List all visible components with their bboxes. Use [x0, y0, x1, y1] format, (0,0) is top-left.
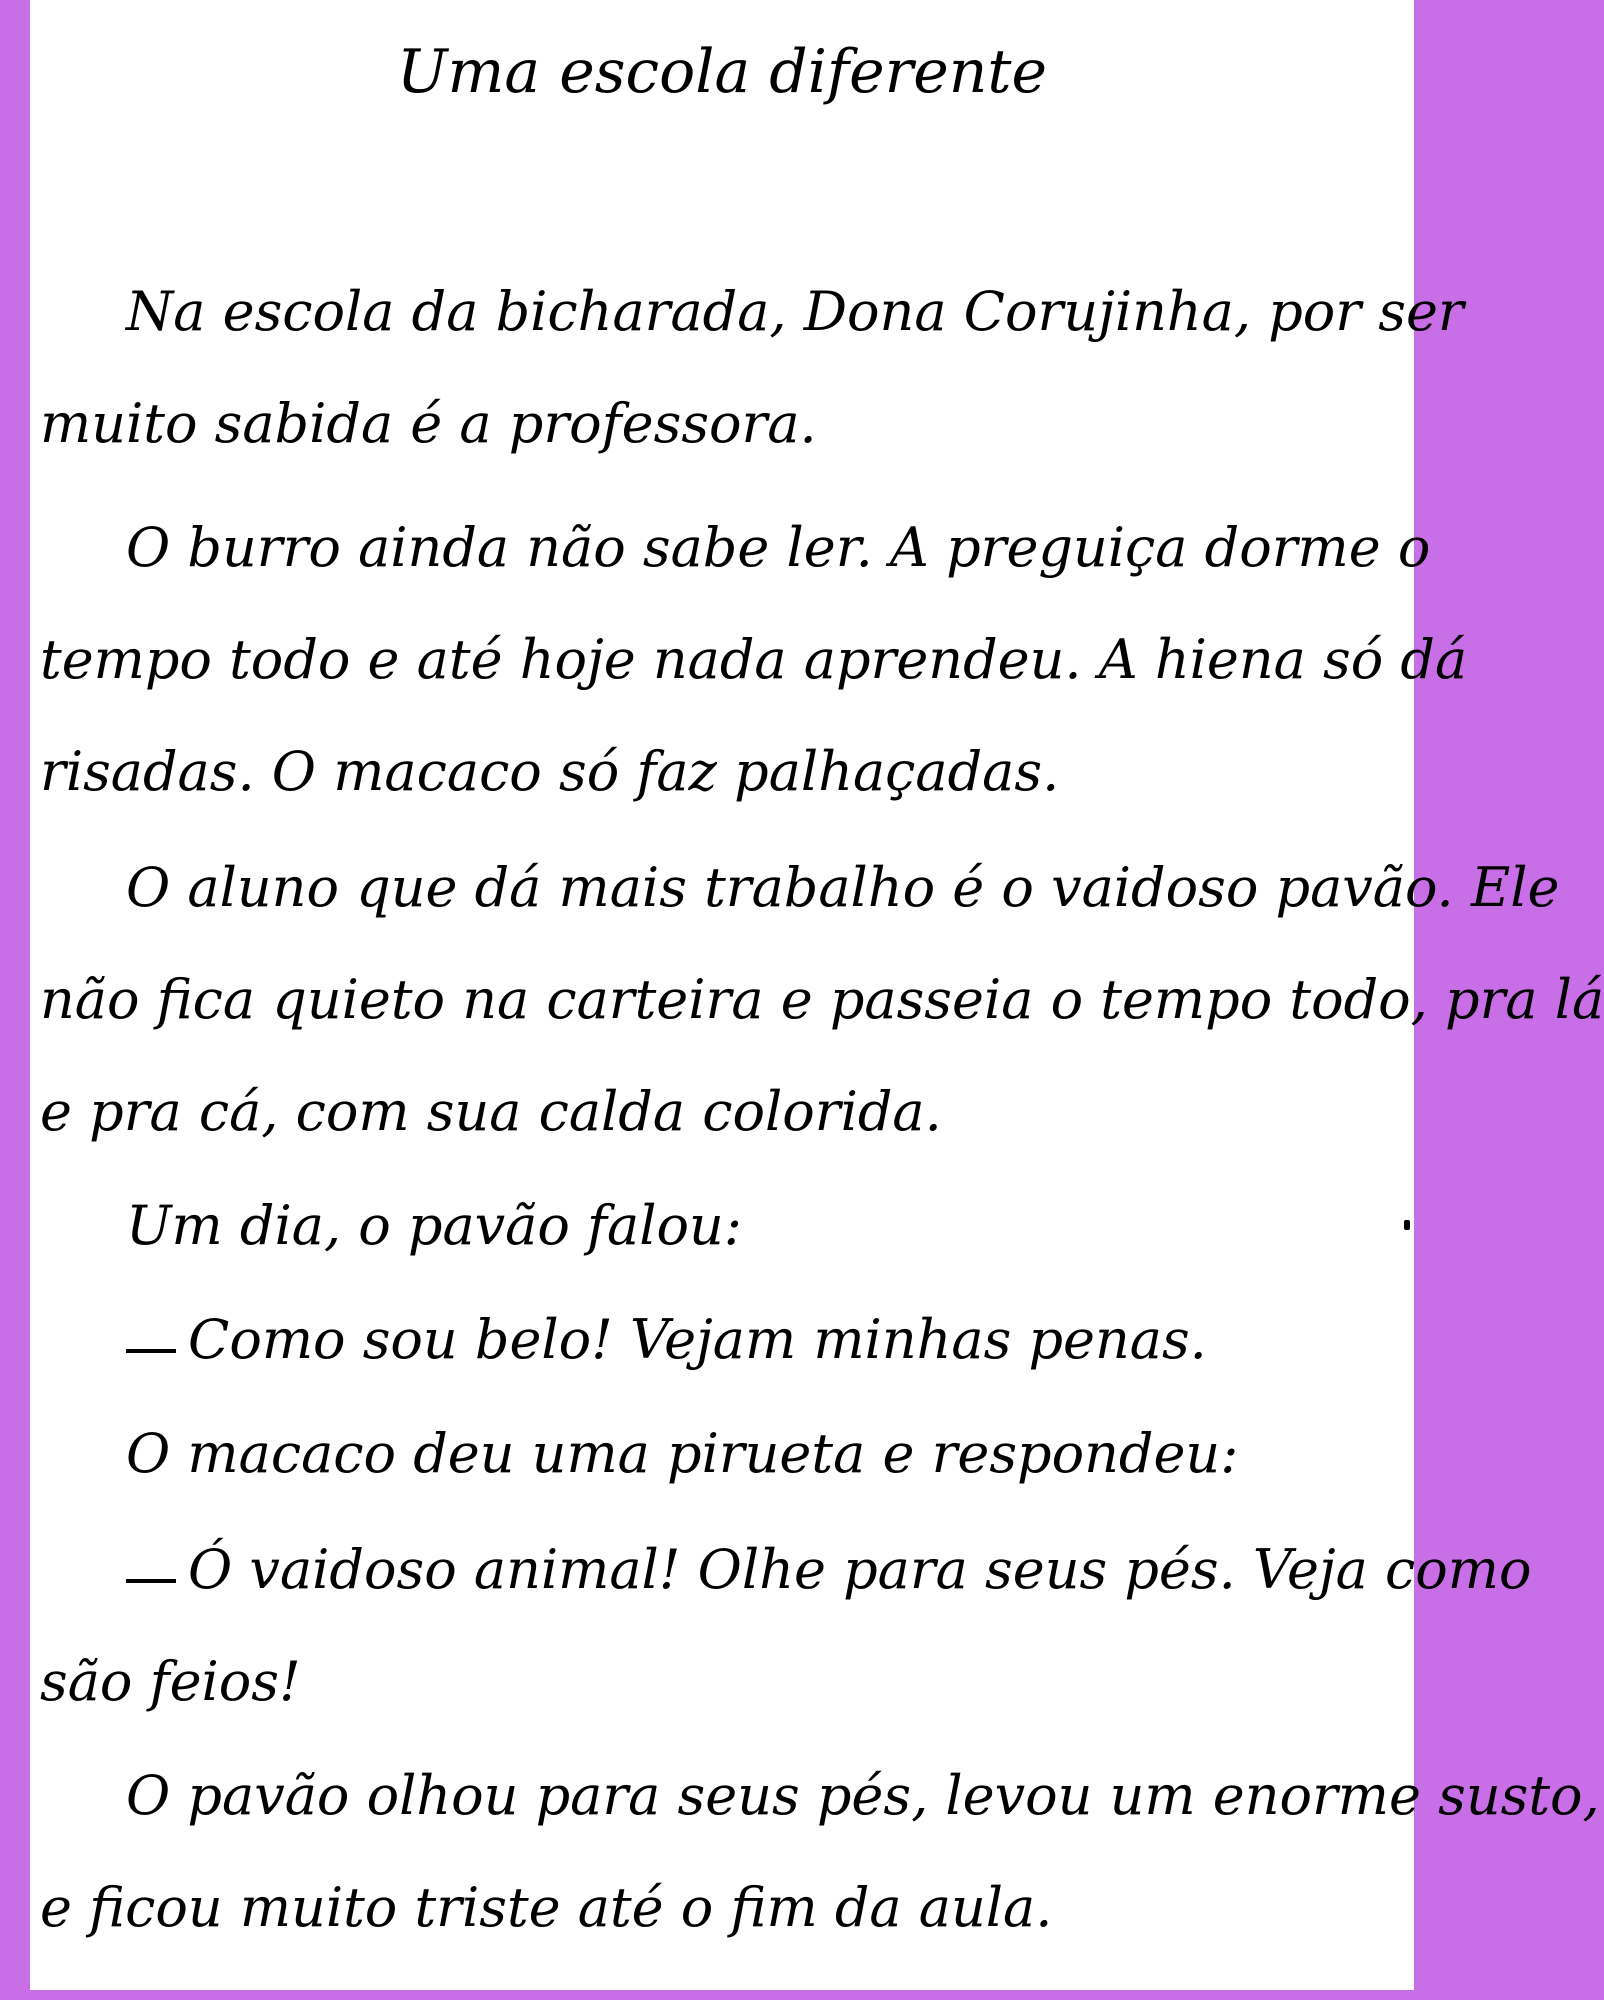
- document-title: Uma escola diferente: [396, 37, 1048, 107]
- text-line: muito sabida é a professora.: [40, 392, 817, 455]
- dialogue-text: Ó vaidoso animal! Olhe para seus pés. Veja como: [188, 1538, 1532, 1601]
- dialogue-text: Como sou belo! Vejam minhas penas.: [188, 1308, 1207, 1371]
- text-line: O pavão olhou para seus pés, levou um enorme susto,: [126, 1764, 1600, 1827]
- text-line: são feios!: [40, 1650, 301, 1713]
- text-line: Na escola da bicharada, Dona Corujinha, por ser: [126, 280, 1464, 343]
- dialogue-line: [126, 1284, 1390, 1396]
- text-line: não fica quieto na carteira e passeia o tempo todo, pra lá: [40, 968, 1604, 1031]
- text-line: e pra cá, com sua calda colorida.: [40, 1080, 942, 1143]
- text-line: O burro ainda não sabe ler. A preguiça dorme o: [126, 516, 1431, 579]
- stray-mark: [1404, 1220, 1410, 1230]
- dialogue-line: [126, 1514, 1532, 1626]
- dialogue-dash: [126, 1349, 176, 1353]
- text-line: e ficou muito triste até o fim da aula.: [40, 1876, 1053, 1939]
- text-line: O aluno que dá mais trabalho é o vaidoso pavão. Ele: [126, 856, 1560, 919]
- text-line: risadas. O macaco só faz palhaçadas.: [40, 740, 1060, 803]
- text-line: O macaco deu uma pirueta e respondeu:: [126, 1422, 1239, 1485]
- text-line: Um dia, o pavão falou:: [126, 1194, 742, 1257]
- document-page: [30, 0, 1604, 1990]
- text-line: tempo todo e até hoje nada aprendeu. A hiena só dá: [40, 628, 1468, 691]
- dialogue-dash: [126, 1579, 176, 1583]
